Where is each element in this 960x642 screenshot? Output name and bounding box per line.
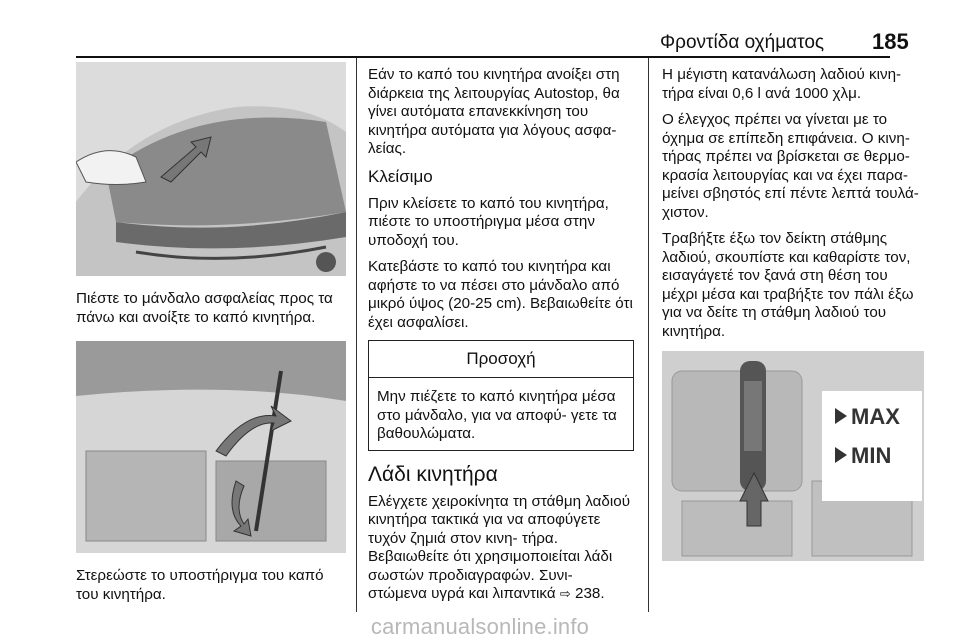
figure-hood-support — [76, 341, 346, 553]
check-conditions-paragraph: Ο έλεγχος πρέπει να γίνεται με το όχημα σε επίπεδη επιφάνεια. Ο κινη- τήρας πρέπει να βρίσκεται σε θερμο- κρασία λειτουργίας και να έχει παρα- μείνει σβηστός επί πέντε λεπτά τουλά- χιστον. — [662, 111, 919, 221]
closing-paragraph-2: Κατεβάστε το καπό του κινητήρα και αφήστε το να πέσει στο μάνδαλο από μικρό ύψος (20-25 cm). Βεβαιωθείτε ότι έχει ασφαλίσει. — [368, 258, 633, 331]
caption-hood-support: Στερεώστε το υποστήριγμα του καπό του κινητήρα. — [76, 567, 324, 603]
engine-oil-heading: Λάδι κινητήρα — [368, 462, 498, 486]
watermark: carmanualsonline.info — [370, 614, 590, 639]
column-2 — [368, 66, 634, 613]
column-1 — [76, 62, 346, 612]
dipstick-max-label: MAX — [851, 404, 900, 429]
header-rule — [76, 56, 890, 58]
autostop-paragraph: Εάν το καπό του κινητήρα ανοίξει στη διάρκεια της λειτουργίας Autostop, θα γίνει αυτόματα επανεκκίνηση του κινητήρα αυτόματα για λόγους ασφα- λείας. — [368, 66, 620, 157]
closing-paragraph-1: Πριν κλείσετε το καπό του κινητήρα, πιέστε το υποστήριγμα μέσα στην υποδοχή του. — [368, 194, 609, 249]
column-3 — [662, 66, 924, 561]
engine-oil-text: Ελέγχετε χειροκίνητα τη στάθμη λαδιού κινητήρα τακτικά για να αποφύγετε τυχόν ζημιά στον κινη- τήρα. Βεβαιωθείτε ότι χρησιμοποιείται λάδι σωστών προδιαγραφών. Συνι- στώμενα υγρά και λιπαντικά — [368, 492, 631, 602]
dipstick-min-label: MIN — [851, 443, 892, 468]
oil-consumption-paragraph: Η μέγιστη κατανάλωση λαδιού κινη- τήρα είναι 0,6 l ανά 1000 χλμ. — [662, 66, 902, 102]
caution-text: Μην πιέζετε το καπό κινητήρα μέσα στο μάνδαλο, για να αποφύ- γετε τα βαθουλώματα. — [377, 388, 617, 442]
page-header-title: Φροντίδα οχήματος — [660, 32, 825, 53]
caption-hood-release: Πιέστε το μάνδαλο ασφαλείας προς τα πάνω και ανοίξτε το καπό κινητήρα. — [76, 290, 333, 326]
dipstick-paragraph: Τραβήξτε έξω τον δείκτη στάθμης λαδιού, σκουπίστε και καθαρίστε τον, εισαγάγετέ τον ξανά στη θέση του μέχρι μέσα και τραβήξτε τον πάλι έξω για να δείτε τη στάθμη λαδιού του κινητήρα. — [662, 230, 914, 340]
column-divider-1 — [356, 58, 357, 612]
page-number: 185 — [872, 29, 909, 54]
page-reference-link[interactable]: 238. — [575, 585, 605, 602]
caution-box — [368, 340, 634, 451]
page-reference-arrow-icon: ⇨ — [559, 587, 571, 602]
figure-hood-release — [76, 62, 346, 276]
column-divider-2 — [648, 58, 649, 612]
engine-oil-paragraph — [368, 493, 634, 605]
figure-dipstick — [662, 351, 924, 561]
caution-title: Προσοχή — [369, 341, 633, 378]
closing-heading: Κλείσιμο — [368, 166, 433, 186]
